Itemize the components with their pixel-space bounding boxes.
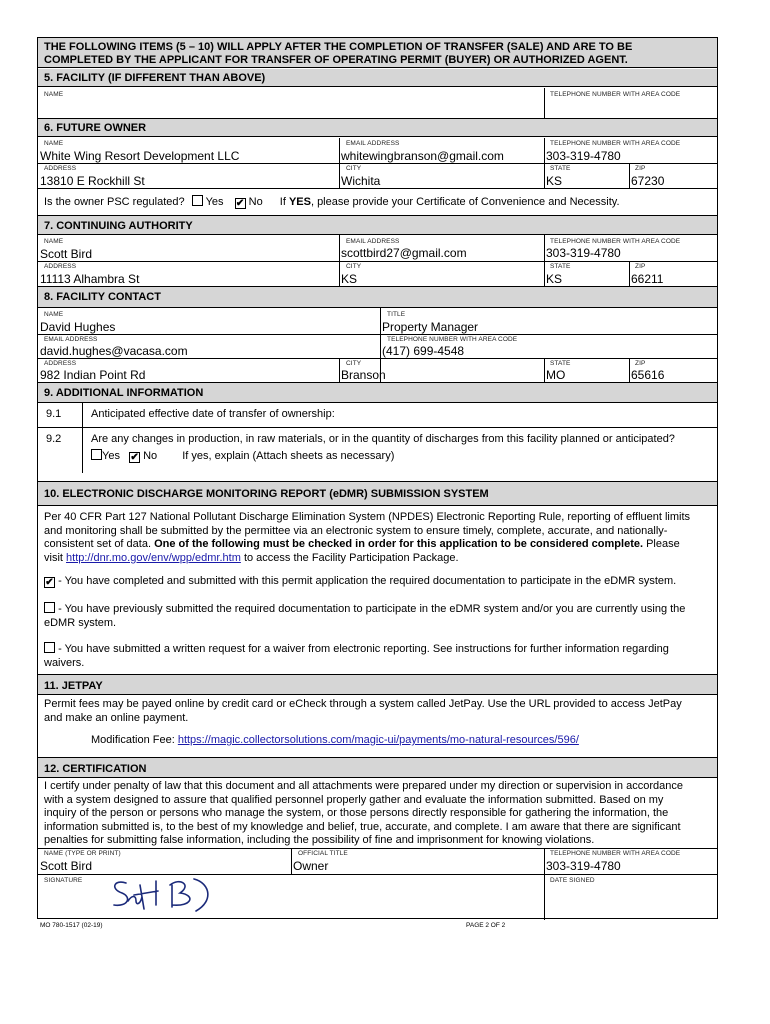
psc-no-label: No <box>248 196 263 208</box>
s7-address-label: ADDRESS <box>44 263 77 270</box>
s7-city-label: CITY <box>346 263 362 270</box>
s6-zip-label: ZIP <box>635 165 646 172</box>
q92-yes-checkbox[interactable] <box>91 449 102 460</box>
s8-zip-label: ZIP <box>635 360 646 367</box>
s6-zip-field[interactable]: 67230 <box>631 174 665 188</box>
edmr-option-2: - You have previously submitted the required documentation to participate in the eDMR system and/or you are currently using the eDMR system. <box>44 603 686 629</box>
psc-no-checkbox[interactable]: ✔ <box>235 198 245 209</box>
psc-yes-checkbox[interactable] <box>192 195 203 206</box>
psc-note: If YES, please provide your Certificate of Convenience and Necessity. <box>279 196 620 208</box>
s8-address-label: ADDRESS <box>44 360 77 367</box>
edmr-option-1-checkbox[interactable]: ✔ <box>45 577 54 588</box>
s12-phone-field[interactable]: 303-319-4780 <box>546 859 621 873</box>
s6-address-label: ADDRESS <box>44 165 77 172</box>
q92-no-label: No <box>143 450 158 462</box>
header-line-1: THE FOLLOWING ITEMS (5 – 10) WILL APPLY AFTER THE COMPLETION OF TRANSFER (SALE) AND ARE TO BE <box>44 41 633 53</box>
s8-phone-label: TELEPHONE NUMBER WITH AREA CODE <box>387 336 518 343</box>
jetpay-paragraph: Permit fees may be payed online by credit card or eCheck through a system called JetPay. Use the URL provided to access JetPay and make an online payment. <box>44 698 682 724</box>
s6-state-field[interactable]: KS <box>546 174 563 188</box>
signature[interactable] <box>106 871 216 921</box>
psc-question-row <box>44 195 620 210</box>
s12-phone-label: TELEPHONE NUMBER WITH AREA CODE <box>550 850 681 857</box>
section-7-header: 7. CONTINUING AUTHORITY <box>38 215 717 235</box>
s8-city-label: CITY <box>346 360 362 367</box>
section-8-header: 8. FACILITY CONTACT <box>38 287 717 308</box>
s8-title-label: TITLE <box>387 311 406 318</box>
s8-name-field[interactable]: David Hughes <box>40 320 116 334</box>
s6-state-label: STATE <box>550 165 571 172</box>
edmr-option-2-checkbox[interactable] <box>44 602 55 613</box>
psc-yes-label: Yes <box>205 196 224 208</box>
q92-explain: If yes, explain (Attach sheets as necessary) <box>182 450 395 462</box>
s5-name-label: NAME <box>44 91 64 98</box>
section-10-header: 10. ELECTRONIC DISCHARGE MONITORING REPORT (eDMR) SUBMISSION SYSTEM <box>38 481 717 506</box>
s12-title-label: OFFICIAL TITLE <box>298 850 348 857</box>
s7-phone-label: TELEPHONE NUMBER WITH AREA CODE <box>550 238 681 245</box>
s6-city-field[interactable]: Wichita <box>341 174 381 188</box>
s12-name-field[interactable]: Scott Bird <box>40 859 93 873</box>
header-line-2: COMPLETED BY THE APPLICANT FOR TRANSFER OF OPERATING PERMIT (BUYER) OR AUTHORIZED AGENT. <box>44 54 628 66</box>
q92-answer-row <box>91 449 394 464</box>
s7-city-field[interactable]: KS <box>341 272 358 286</box>
s6-phone-field[interactable]: 303-319-4780 <box>546 149 621 163</box>
section-12-header: 12. CERTIFICATION <box>38 757 717 778</box>
page-number: PAGE 2 OF 2 <box>466 922 506 929</box>
s6-name-field[interactable]: White Wing Resort Development LLC <box>40 149 240 163</box>
q92-number: 9.2 <box>46 433 62 445</box>
edmr-link[interactable]: http://dnr.mo.gov/env/wpp/edmr.htm <box>66 551 241 564</box>
signature-drawing <box>106 871 216 916</box>
psc-question: Is the owner PSC regulated? <box>44 196 185 208</box>
s5-phone-label: TELEPHONE NUMBER WITH AREA CODE <box>550 91 681 98</box>
s7-email-label: EMAIL ADDRESS <box>346 238 400 245</box>
s7-name-label: NAME <box>44 238 64 245</box>
s8-name-label: NAME <box>44 311 64 318</box>
modification-fee-row: Modification Fee: https://magic.collectorsolutions.com/magic-ui/payments/mo-natural-resources/596/ <box>91 734 579 746</box>
edmr-option-3: - You have submitted a written request for a waiver from electronic reporting. See instructions for further information regarding waivers. <box>44 643 669 669</box>
section-9-header: 9. ADDITIONAL INFORMATION <box>38 383 717 403</box>
s6-address-field[interactable]: 13810 E Rockhill St <box>40 174 145 188</box>
s6-email-label: EMAIL ADDRESS <box>346 140 400 147</box>
edmr-paragraph: Per 40 CFR Part 127 National Pollutant Discharge Elimination System (NPDES) Electronic Reporting Rule, reporting of effluent limits and monitoring shall be submitted by the permittee via an electronic system to ensure timely, complete, accurate, and nationally- consistent set of data. One of the following must be checked in order for this application to be considered complete. Please visit http://dnr.mo.gov/env/wpp/edmr.htm to access the Facility Participation Package. <box>44 511 691 564</box>
s8-state-field[interactable]: MO <box>546 368 566 382</box>
s6-email-field[interactable]: whitewingbranson@gmail.com <box>341 149 504 163</box>
s7-state-label: STATE <box>550 263 571 270</box>
s8-zip-field[interactable]: 65616 <box>631 368 665 382</box>
date-signed-label: DATE SIGNED <box>550 877 595 884</box>
edmr-option-3-checkbox[interactable] <box>44 642 55 653</box>
jetpay-link[interactable]: https://magic.collectorsolutions.com/magic-ui/payments/mo-natural-resources/596/ <box>177 734 579 746</box>
s6-city-label: CITY <box>346 165 362 172</box>
q92-no-checkbox[interactable]: ✔ <box>130 452 139 463</box>
permit-form <box>37 37 718 919</box>
s7-address-field[interactable]: 11113 Alhambra St <box>40 272 140 286</box>
section-6-header: 6. FUTURE OWNER <box>38 119 717 137</box>
s8-phone-field[interactable]: (417) 699-4548 <box>382 344 465 358</box>
q92-yes-label: Yes <box>102 450 120 462</box>
edmr-option-1: ✔ - You have completed and submitted with this permit application the required documentation to participate in the eDMR system. <box>45 575 677 588</box>
s12-title-field[interactable]: Owner <box>293 859 329 873</box>
s8-city-field[interactable]: Branson <box>341 368 386 382</box>
s7-email-field[interactable]: scottbird27@gmail.com <box>341 246 467 260</box>
s6-phone-label: TELEPHONE NUMBER WITH AREA CODE <box>550 140 681 147</box>
q91-number: 9.1 <box>46 408 62 420</box>
section-5-header: 5. FACILITY (IF DIFFERENT THAN ABOVE) <box>38 69 717 87</box>
s7-phone-field[interactable]: 303-319-4780 <box>546 246 621 260</box>
q91-text: Anticipated effective date of transfer of ownership: <box>91 408 335 420</box>
s7-zip-label: ZIP <box>635 263 646 270</box>
form-number: MO 780-1517 (02-19) <box>40 922 103 929</box>
q92-text: Are any changes in production, in raw materials, or in the quantity of discharges from this facility planned or anticipated? <box>91 433 675 445</box>
s7-state-field[interactable]: KS <box>546 272 563 286</box>
section-11-header: 11. JETPAY <box>38 674 717 695</box>
certification-text: I certify under penalty of law that this document and all attachments were prepared under my direction or supervision in accordance with a system designed to assure that qualified personnel properly gather and evaluate the information submitted. Based on my inquiry of the person or persons who manage the system, or those persons directly responsible for gathering the information, the information submitted is, to the best of my knowledge and belief, true, accurate, and complete. I am aware that there are significant penalties for submitting false information, including the possibility of fine and imprisonment for knowing violations. <box>44 780 683 846</box>
s8-state-label: STATE <box>550 360 571 367</box>
signature-label: SIGNATURE <box>44 877 83 884</box>
s6-name-label: NAME <box>44 140 64 147</box>
transfer-instructions-header <box>38 38 717 68</box>
s12-name-label: NAME (TYPE OR PRINT) <box>44 850 121 857</box>
s8-title-field[interactable]: Property Manager <box>382 320 479 334</box>
s8-address-field[interactable]: 982 Indian Point Rd <box>40 368 146 382</box>
s7-name-field[interactable]: Scott Bird <box>40 247 93 261</box>
s7-zip-field[interactable]: 66211 <box>631 272 664 286</box>
s8-email-field[interactable]: david.hughes@vacasa.com <box>40 344 188 358</box>
s8-email-label: EMAIL ADDRESS <box>44 336 98 343</box>
